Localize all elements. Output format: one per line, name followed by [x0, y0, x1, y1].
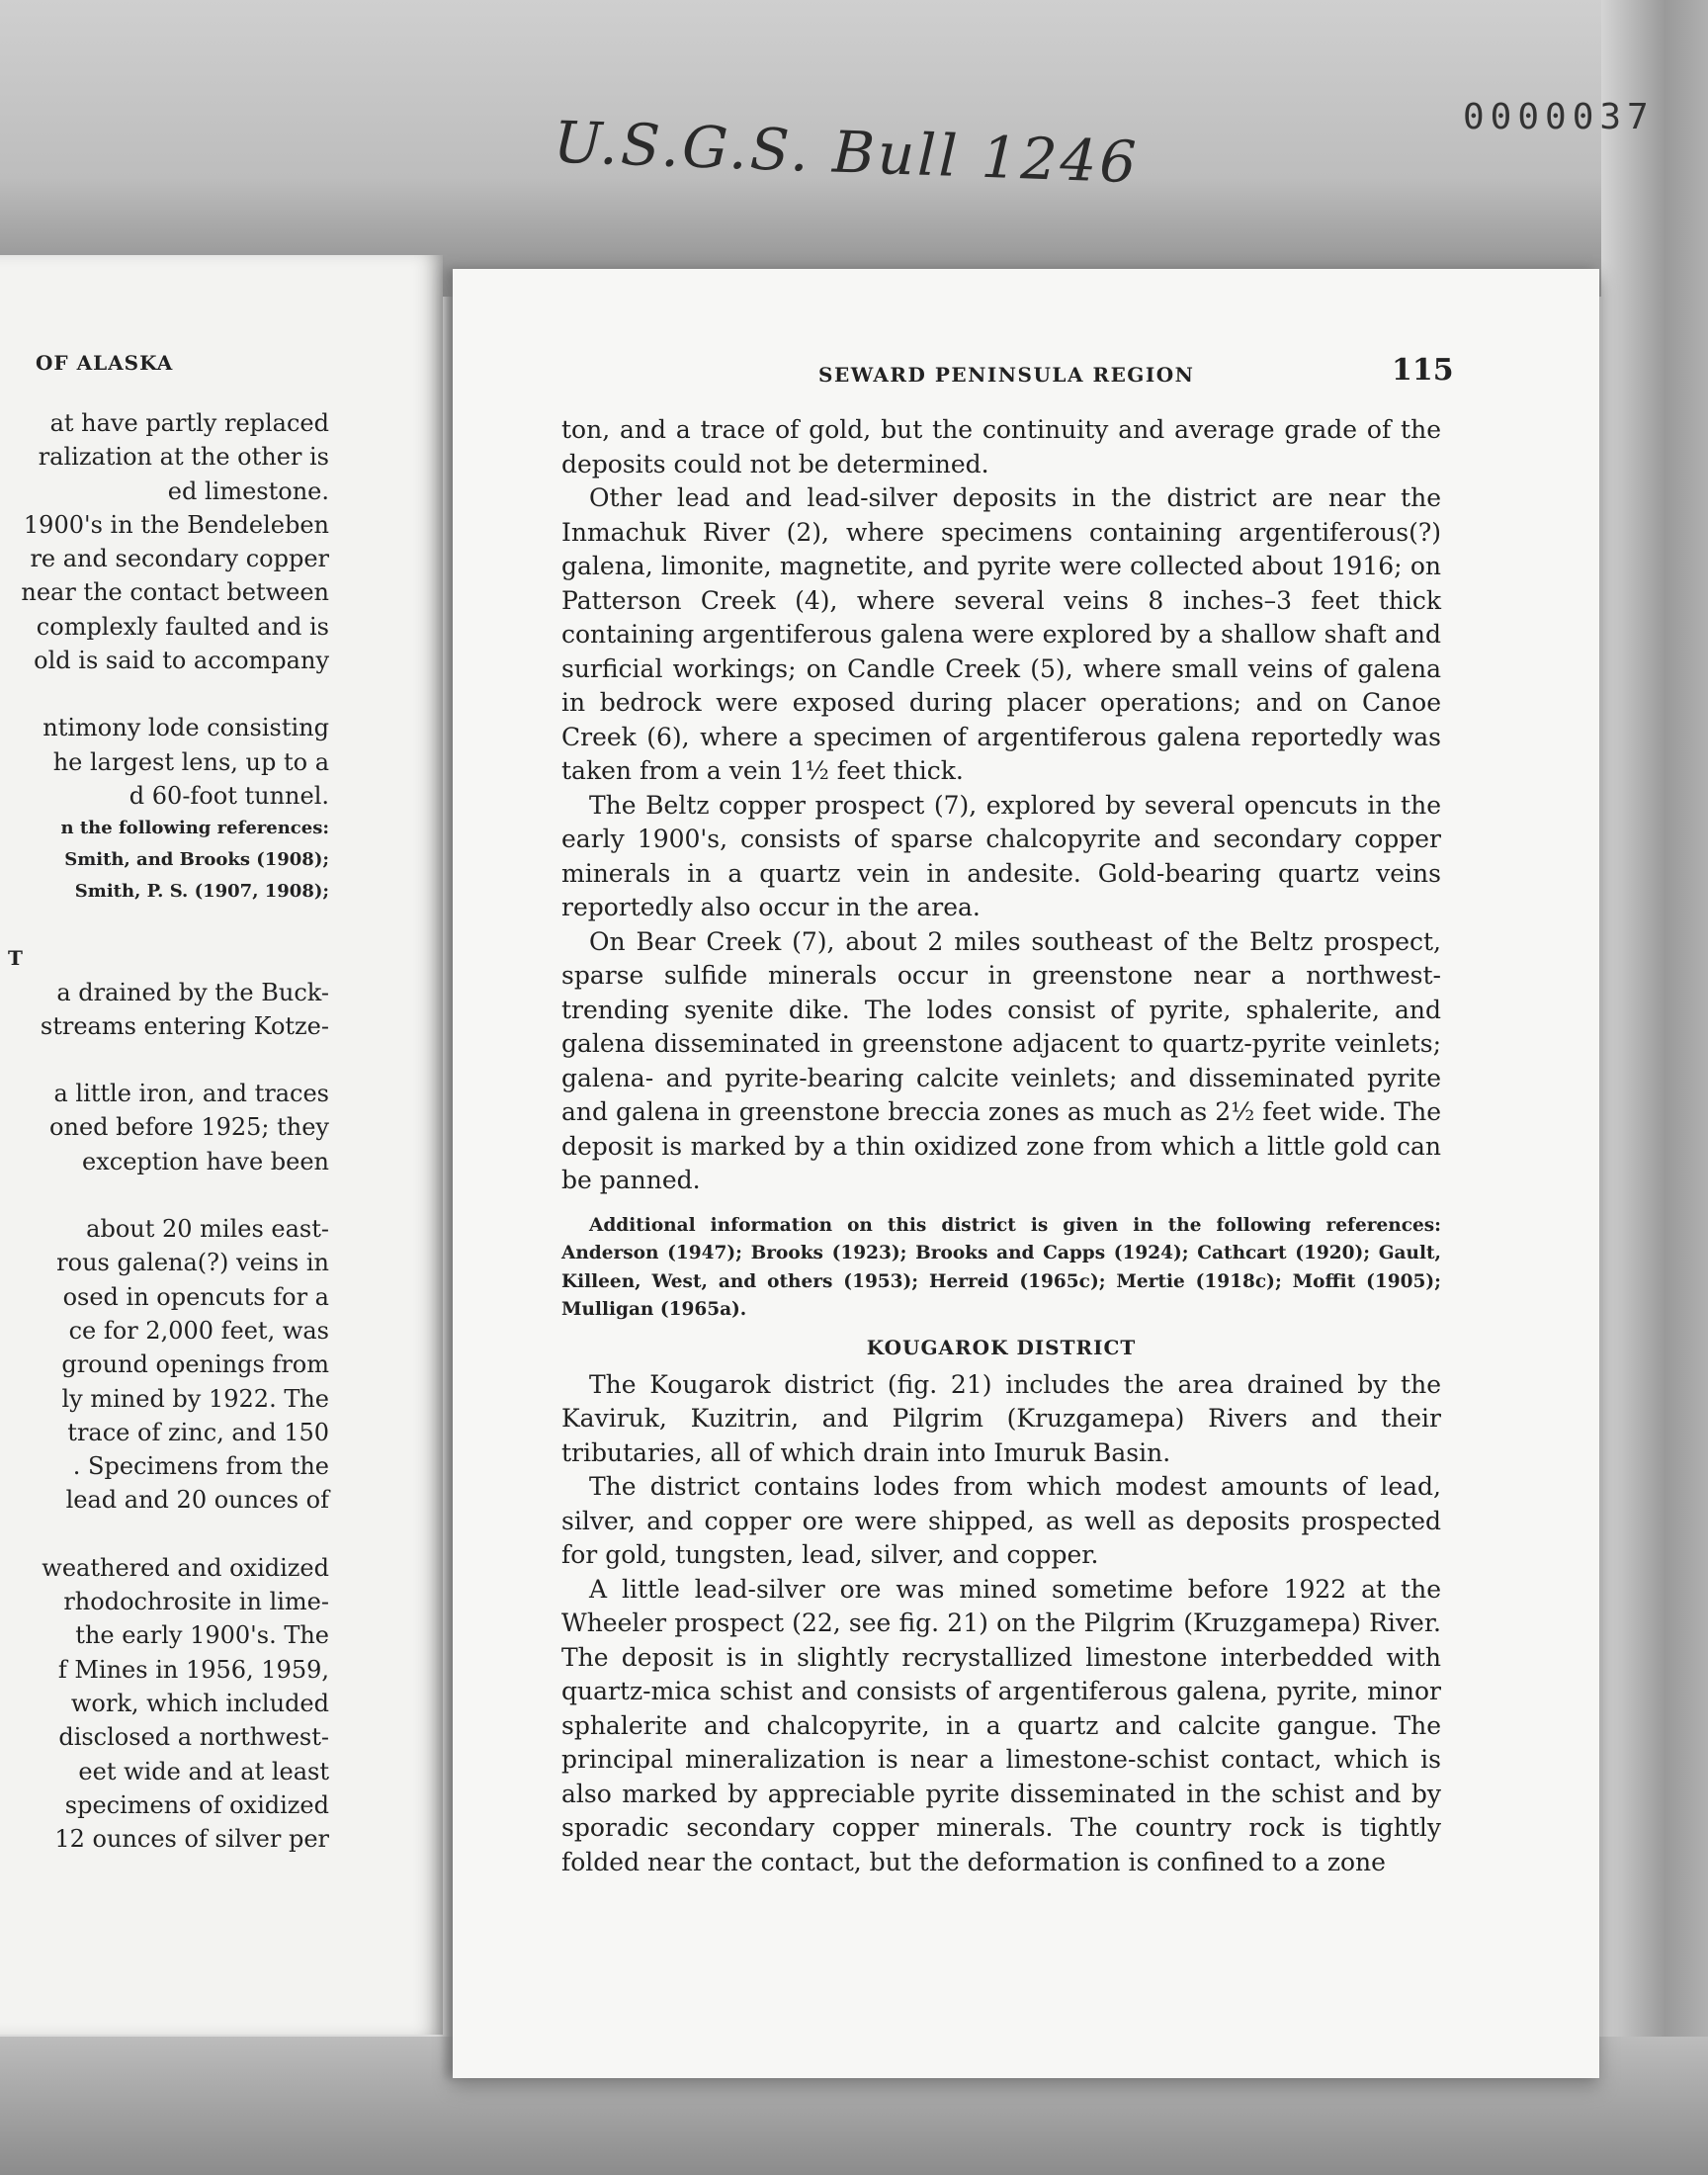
right-running-head: SEWARD PENINSULA REGION: [818, 363, 1195, 387]
left-page-line: exception have been: [82, 1147, 329, 1175]
scan-shadow-right: [1601, 0, 1708, 2175]
left-page-line: Smith, and Brooks (1908);: [64, 849, 329, 871]
paragraph: Other lead and lead-silver deposits in the district are near the Inmachuk River (2), where specimens containing argentiferous(?) galena, limonite, magnetite, and pyrite were collected about 1916; on Patterson Creek (4), where several veins 8 inches–3 feet thick containing argentiferous galena were explored by a shallow shaft and surficial workings; on Candle Creek (5), where small veins of galena in bedrock were exposed during placer operations; and on Canoe Creek (6), where a specimen of argentiferous galena reportedly was taken from a vein 1½ feet thick.: [561, 483, 1441, 785]
left-page-line: [0, 677, 329, 711]
left-page-line: [0, 1043, 329, 1077]
left-page-line: a drained by the Buck-: [56, 978, 329, 1006]
right-page: [453, 269, 1599, 2078]
left-page-line: osed in opencuts for a: [62, 1282, 329, 1311]
body-text: [561, 413, 1441, 1879]
page-number: 115: [1392, 353, 1454, 388]
left-page-line: 1900's in the Bendeleben: [23, 510, 329, 539]
references-note: Additional information on this district is given in the following references: Anderson (1947); Brooks (1923); Brooks and Capps (1924); Cathcart (1920); Gault, Killeen, West, and others (1953); Herreid (1965c); Mertie (1918c); Moffit (1905); Mulligan (1965a).: [561, 1214, 1441, 1320]
left-page-line: rhodochrosite in lime-: [63, 1588, 329, 1616]
left-page-line: rous galena(?) veins in: [56, 1249, 329, 1277]
left-page-line: trace of zinc, and 150: [67, 1418, 329, 1446]
left-page-line: T: [8, 946, 23, 971]
left-page-line: work, which included: [70, 1689, 329, 1717]
left-page-line: d 60-foot tunnel.: [128, 781, 329, 810]
left-page-line: the early 1900's. The: [75, 1621, 329, 1650]
paragraph: On Bear Creek (7), about 2 miles southeast of the Beltz prospect, sparse sulfide minerals occur in greenstone near a northwest-trending syenite dike. The lodes consist of pyrite, sphalerite, and galena disseminated in greenstone adjacent to quartz-pyrite veinlets; galena- and pyrite-bearing calcite veinlets; and disseminated pyrite and galena in greenstone breccia zones as much as 2½ feet wide. The deposit is marked by a thin oxidized zone from which a little gold can be panned.: [561, 926, 1441, 1194]
left-page-line: old is said to accompany: [34, 647, 329, 675]
paragraph: The district contains lodes from which modest amounts of lead, silver, and copper ore were shipped, as well as deposits prospected for gold, tungsten, lead, silver, and copper.: [561, 1472, 1441, 1569]
document-stamp-number: 0000037: [1463, 97, 1655, 137]
left-page-line: complexly faulted and is: [36, 612, 329, 641]
left-page-line: [0, 1518, 329, 1551]
left-page: [0, 255, 443, 2035]
handwritten-note: U.S.G.S. Bull 1246: [552, 108, 1141, 197]
left-page-line: . Specimens from the: [72, 1452, 329, 1481]
left-page-line: [0, 908, 329, 941]
left-page-line: re and secondary copper: [30, 545, 329, 573]
left-page-line: ce for 2,000 feet, was: [68, 1316, 329, 1345]
left-page-line: a little iron, and traces: [53, 1080, 329, 1108]
left-page-line: near the contact between: [21, 578, 329, 607]
left-running-head: OF ALASKA: [36, 351, 174, 375]
left-page-line: he largest lens, up to a: [52, 747, 329, 776]
left-page-line: lead and 20 ounces of: [65, 1486, 329, 1515]
left-page-line: ground openings from: [61, 1350, 329, 1379]
left-page-line: oned before 1925; they: [49, 1113, 329, 1142]
left-page-line: f Mines in 1956, 1959,: [57, 1655, 329, 1684]
left-page-line: n the following references:: [60, 818, 329, 839]
left-page-line: ly mined by 1922. The: [61, 1384, 329, 1413]
left-page-line: about 20 miles east-: [86, 1215, 329, 1244]
left-page-line: at have partly replaced: [49, 409, 329, 437]
paragraph: The Kougarok district (fig. 21) includes the area drained by the Kaviruk, Kuzitrin, and Pilgrim (Kruzgamepa) Rivers and their tributaries, all of which drain into Imuruk Basin.: [561, 1369, 1441, 1467]
section-heading: KOUGAROK DISTRICT: [866, 1335, 1137, 1359]
left-page-line: streams entering Kotze-: [40, 1011, 329, 1040]
left-page-line: specimens of oxidized: [64, 1790, 329, 1819]
left-page-text: [0, 406, 329, 1856]
left-page-line: disclosed a northwest-: [58, 1723, 329, 1752]
left-page-line: ralization at the other is: [38, 443, 329, 472]
paragraph: The Beltz copper prospect (7), explored by several opencuts in the early 1900's, consists of sparse chalcopyrite and secondary copper minerals in a quartz vein in andesite. Gold-bearing quartz veins reportedly also occur in the area.: [561, 790, 1441, 921]
left-page-line: eet wide and at least: [78, 1757, 329, 1785]
paragraph: ton, and a trace of gold, but the continuity and average grade of the deposits could not be determined.: [561, 415, 1441, 478]
left-page-line: ed limestone.: [167, 477, 329, 505]
left-page-line: [0, 1178, 329, 1212]
left-page-line: Smith, P. S. (1907, 1908);: [74, 881, 329, 903]
left-page-line: weathered and oxidized: [42, 1553, 329, 1582]
left-page-line: ntimony lode consisting: [43, 714, 329, 742]
left-page-line: 12 ounces of silver per: [54, 1825, 329, 1854]
paragraph: A little lead-silver ore was mined sometime before 1922 at the Wheeler prospect (22, see fig. 21) on the Pilgrim (Kruzgamepa) River. The deposit is in slightly recrystallized limestone interbedded with quartz-mica schist and consists of argentiferous galena, pyrite, minor sphalerite and chalcopyrite, in a quartz and calcite gangue. The principal mineralization is near a limestone-schist contact, which is also marked by appreciable pyrite disseminated in the schist and by sporadic secondary copper minerals. The country rock is tightly folded near the contact, but the deformation is confined to a zone: [561, 1574, 1441, 1876]
